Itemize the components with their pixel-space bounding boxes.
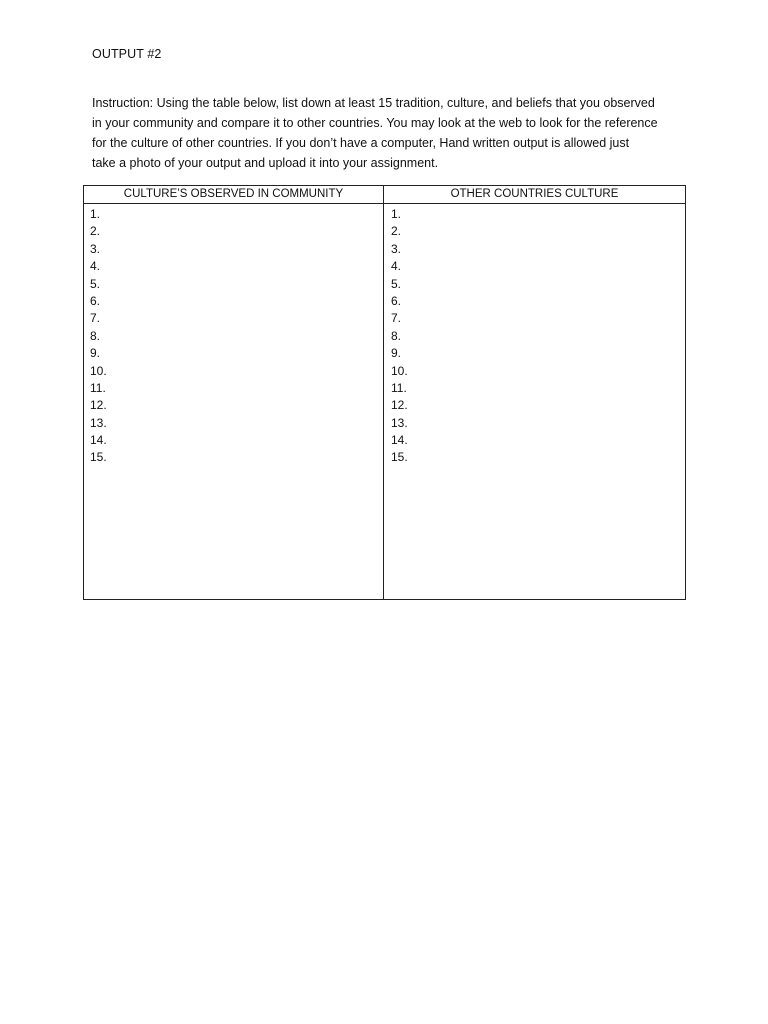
- other-countries-list-item: 12.: [391, 398, 408, 413]
- community-list-item: 9.: [90, 346, 101, 361]
- community-list-item: 14.: [90, 433, 107, 448]
- other-countries-culture-column[interactable]: [384, 204, 685, 599]
- instruction-line: Instruction: Using the table below, list down at least 15 tradition, culture, and beliefs that you observed: [92, 96, 655, 110]
- community-list-item: 15.: [90, 450, 107, 465]
- other-countries-list-item: 9.: [391, 346, 402, 361]
- community-list-item: 12.: [90, 398, 107, 413]
- instruction-line: in your community and compare it to other countries. You may look at the web to look for the reference: [92, 116, 658, 130]
- table-body-row: [84, 204, 685, 599]
- community-culture-column[interactable]: [84, 204, 384, 599]
- other-countries-list-item: 8.: [391, 328, 402, 343]
- other-countries-list-item: 1.: [391, 207, 402, 221]
- other-countries-list-item: 2.: [391, 224, 402, 239]
- community-list-item: 6.: [90, 293, 101, 308]
- community-list-item: 3.: [90, 241, 101, 256]
- other-countries-list-item: 7.: [391, 311, 402, 326]
- instructions-paragraph: [92, 93, 692, 173]
- instruction-line: take a photo of your output and upload it into your assignment.: [92, 156, 439, 170]
- other-countries-list-item: 11.: [391, 380, 407, 395]
- other-countries-list-item: 5.: [391, 276, 402, 291]
- other-countries-list-item: 14.: [391, 433, 408, 448]
- other-countries-list-item: 13.: [391, 415, 408, 430]
- header-community-culture: CULTURE’S OBSERVED IN COMMUNITY: [84, 186, 384, 203]
- community-list-item: 10.: [90, 363, 107, 378]
- other-countries-list-item: 6.: [391, 293, 402, 308]
- community-list-item: 11.: [90, 380, 106, 395]
- other-countries-list-item: 15.: [391, 450, 408, 465]
- other-countries-list-item: 10.: [391, 363, 408, 378]
- community-list-item: 13.: [90, 415, 107, 430]
- community-list-item: 1.: [90, 207, 101, 221]
- community-list-item: 8.: [90, 328, 101, 343]
- header-other-countries-culture: OTHER COUNTRIES CULTURE: [450, 188, 619, 200]
- other-countries-list-item: 4.: [391, 259, 402, 274]
- community-list-item: 7.: [90, 311, 101, 326]
- culture-comparison-table: [83, 185, 686, 600]
- instruction-line: for the culture of other countries. If you don’t have a computer, Hand written output is allowed just: [92, 136, 630, 150]
- community-list-item: 4.: [90, 259, 101, 274]
- other-countries-list-item: 3.: [391, 241, 402, 256]
- community-list-item: 2.: [90, 224, 101, 239]
- page-title: OUTPUT #2: [92, 47, 162, 61]
- table-header-row: [84, 186, 685, 204]
- community-list-item: 5.: [90, 276, 101, 291]
